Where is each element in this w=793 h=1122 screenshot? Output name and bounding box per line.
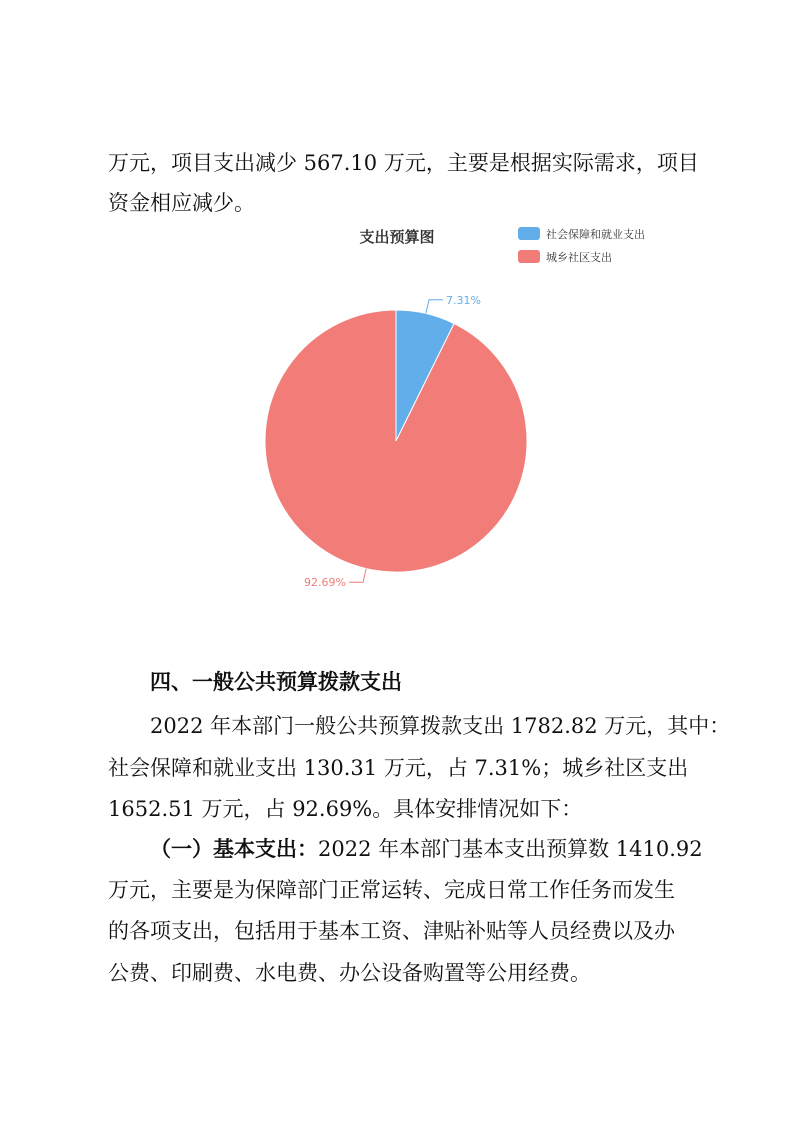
data-label-0: 7.31% [446, 293, 481, 307]
pie-slice-1 [265, 310, 527, 572]
text-line: 万元，项目支出减少 567.10 万元，主要是根据实际需求，项目 [108, 151, 699, 175]
text-line: 万元，主要是为保障部门正常运转、完成日常工作任务而发生 [108, 878, 675, 902]
text-line [150, 836, 730, 862]
text-span: 2022 年本部门基本支出预算数 1410.92 [318, 837, 703, 861]
subsection-lead: （一）基本支出： [150, 837, 318, 861]
legend-swatch-1 [518, 250, 540, 263]
chart-title: 支出预算图 [359, 228, 435, 246]
label-leader-1 [349, 569, 366, 583]
legend-swatch-0 [518, 227, 540, 240]
legend-label-1: 城乡社区支出 [546, 251, 612, 264]
legend-label-0: 社会保障和就业支出 [546, 228, 645, 241]
text-line: 社会保障和就业支出 130.31 万元，占 7.31%；城乡社区支出 [108, 756, 689, 780]
text-line: 1652.51 万元，占 92.69%。具体安排情况如下： [108, 797, 583, 821]
text-line: 公费、印刷费、水电费、办公设备购置等公用经费。 [108, 961, 591, 985]
section-heading: 四、一般公共预算拨款支出 [150, 670, 402, 694]
text-line: 的各项支出，包括用于基本工资、津贴补贴等人员经费以及办 [108, 919, 675, 943]
data-label-1: 92.69% [304, 576, 346, 590]
pie-chart [230, 215, 680, 600]
text-line: 2022 年本部门一般公共预算拨款支出 1782.82 万元，其中： [150, 714, 731, 738]
label-leader-0 [426, 300, 443, 314]
text-line: 资金相应减少。 [108, 191, 255, 215]
